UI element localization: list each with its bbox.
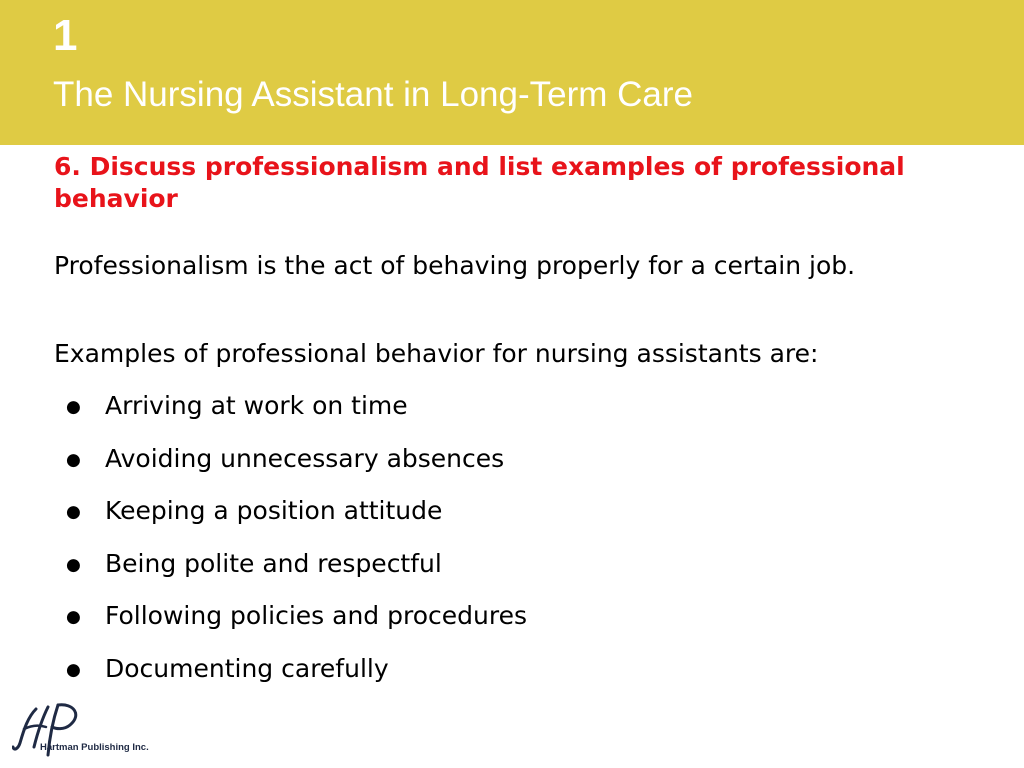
list-item: [66, 650, 527, 703]
bullet-icon: ●: [66, 449, 81, 470]
examples-intro-paragraph: Examples of professional behavior for nursing assistants are:: [54, 339, 819, 368]
list-item-text: Keeping a position attitude: [105, 496, 443, 526]
bullet-icon: ●: [66, 554, 81, 575]
list-item: [66, 545, 527, 598]
list-item-text: Being polite and respectful: [105, 548, 442, 578]
list-item-text: Avoiding unnecessary absences: [105, 443, 505, 473]
list-item-text: Arriving at work on time: [105, 391, 408, 420]
list-item: [66, 492, 527, 545]
chapter-header-band: [0, 0, 1024, 145]
bullet-icon: ●: [66, 397, 81, 417]
list-item: [66, 387, 527, 440]
objective-heading: 6. Discuss professionalism and list examples of professional behavior: [54, 152, 905, 213]
bullet-icon: ●: [66, 502, 81, 523]
list-item: [66, 597, 527, 650]
list-item-text: Following policies and procedures: [105, 601, 527, 631]
list-item: [66, 440, 527, 493]
list-item-text: Documenting carefully: [105, 653, 389, 683]
publisher-name: Hartman Publishing Inc.: [40, 742, 149, 753]
bullet-icon: ●: [66, 659, 81, 680]
definition-paragraph: Professionalism is the act of behaving properly for a certain job.: [54, 251, 856, 280]
chapter-title: The Nursing Assistant in Long-Term Care: [53, 75, 693, 114]
chapter-number: 1: [53, 11, 78, 60]
bullet-icon: ●: [66, 607, 81, 628]
behavior-bullet-list: [66, 387, 527, 703]
